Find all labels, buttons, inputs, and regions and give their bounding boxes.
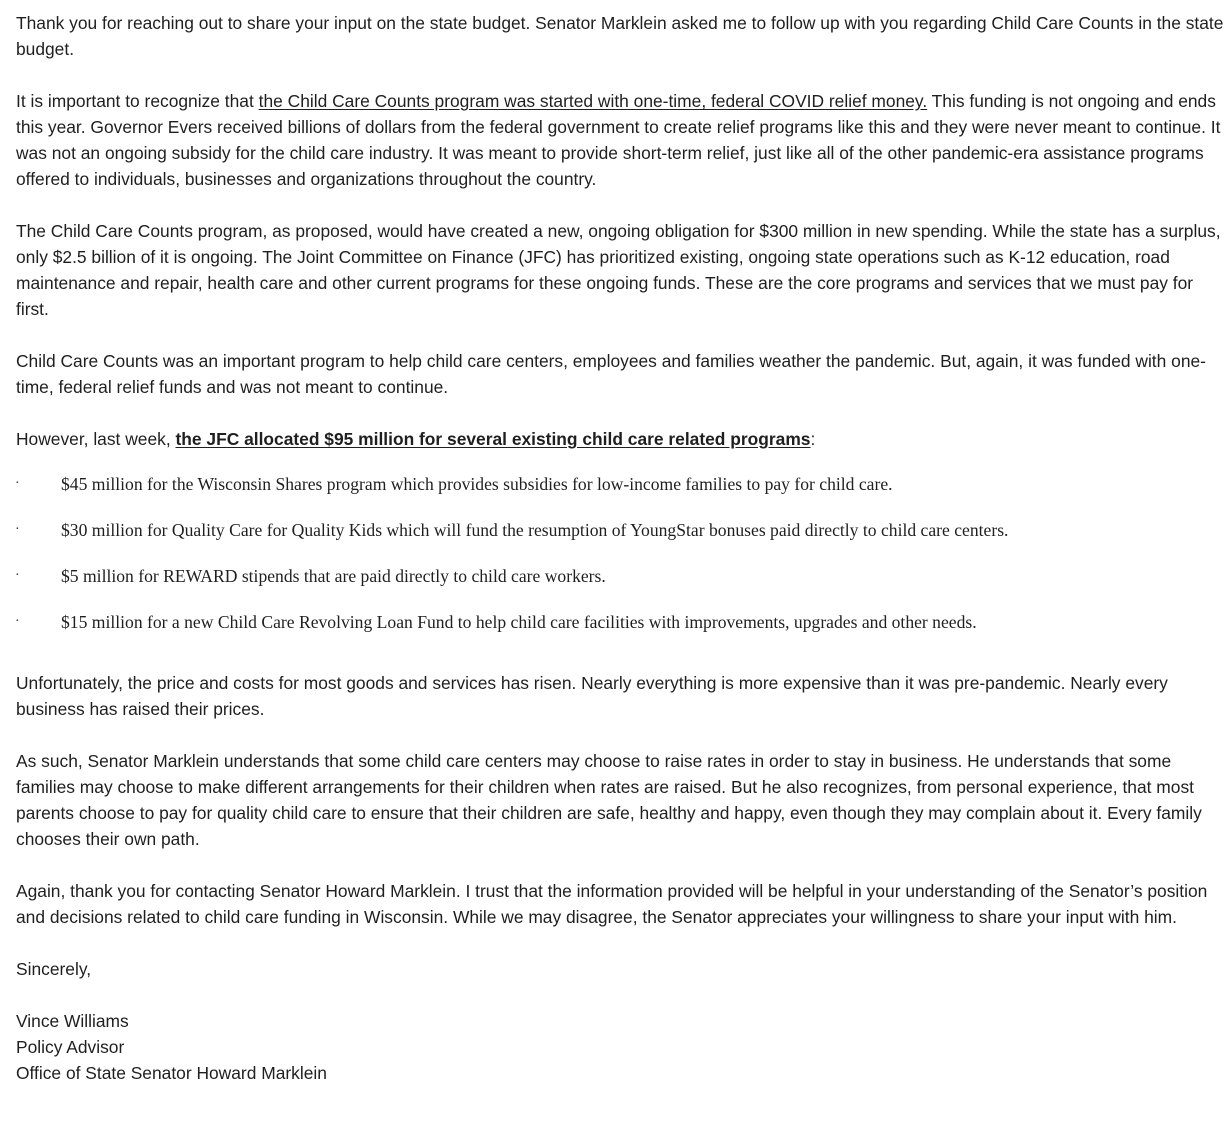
signature-title: Policy Advisor	[16, 1037, 125, 1057]
paragraph-text: It is important to recognize that	[16, 91, 259, 111]
list-item	[16, 564, 1226, 588]
jfc-allocation-link[interactable]: the JFC allocated $95 million for several existing child care related programs	[175, 429, 811, 449]
paragraph-program-summary: Child Care Counts was an important program to help child care centers, employees and families weather the pandemic. But, again, it was funded with one-time, federal relief funds and was not meant to continue.	[16, 351, 1206, 397]
email-body	[16, 10, 1226, 1086]
list-item	[16, 610, 1226, 634]
list-item-text: $15 million for a new Child Care Revolving Loan Fund to help child care facilities with improvements, upgrades and other needs.	[61, 612, 977, 632]
paragraph-greeting: Thank you for reaching out to share your input on the state budget. Senator Marklein asked me to follow up with you regarding Child Care Counts in the state budget.	[16, 13, 1224, 59]
signature-block	[16, 1008, 1226, 1086]
paragraph-relief-money	[16, 88, 1226, 192]
list-item	[16, 518, 1226, 542]
program-list	[16, 472, 1226, 634]
signature-office: Office of State Senator Howard Marklein	[16, 1063, 327, 1083]
bullet-icon: ·	[15, 568, 20, 583]
signature-name: Vince Williams	[16, 1011, 129, 1031]
list-item-text: $45 million for the Wisconsin Shares program which provides subsidies for low-income families to pay for child care.	[61, 474, 893, 494]
paragraph-text: This funding is not ongoing and ends this year. Governor Evers received billions of dollars from the federal government to create relief programs like this and they were never meant to continue. It was not an ongoing subsidy for the child care industry. It was meant to provide short-term relief, just like all of the other pandemic-era assistance programs offered to individuals, businesses and organizations throughout the country.	[16, 91, 1221, 189]
paragraph-rising-costs: Unfortunately, the price and costs for most goods and services has risen. Nearly everything is more expensive than it was pre-pandemic. Nearly every business has raised their prices.	[16, 673, 1168, 719]
paragraph-senator-understands: As such, Senator Marklein understands that some child care centers may choose to raise rates in order to stay in business. He understands that some families may choose to make different arrangements for their children when rates are raised. But he also recognizes, from personal experience, that most parents choose to pay for quality child care to ensure that their children are safe, healthy and happy, even though they may complain about it. Every family chooses their own path.	[16, 751, 1202, 849]
bullet-icon: ·	[15, 614, 20, 629]
relief-money-link[interactable]: the Child Care Counts program was started with one-time, federal COVID relief money.	[258, 91, 928, 111]
paragraph-text: However, last week,	[16, 429, 176, 449]
paragraph-ongoing-obligation: The Child Care Counts program, as proposed, would have created a new, ongoing obligation for $300 million in new spending. While the state has a surplus, only $2.5 billion of it is ongoing. The Joint Committee on Finance (JFC) has prioritized existing, ongoing state operations such as K-12 education, road maintenance and repair, health care and other current programs for these ongoing funds. These are the core programs and services that we must pay for first.	[16, 221, 1221, 319]
bullet-icon: ·	[15, 476, 20, 491]
list-item	[16, 472, 1226, 496]
paragraph-text: :	[810, 429, 816, 449]
bullet-icon: ·	[15, 522, 20, 537]
list-item-text: $5 million for REWARD stipends that are paid directly to child care workers.	[61, 566, 606, 586]
paragraph-thank-you: Again, thank you for contacting Senator Howard Marklein. I trust that the information provided will be helpful in your understanding of the Senator’s position and decisions related to child care funding in Wisconsin. While we may disagree, the Senator appreciates your willingness to share your input with him.	[16, 881, 1208, 927]
closing: Sincerely,	[16, 959, 92, 979]
paragraph-jfc-allocation	[16, 426, 1226, 452]
list-item-text: $30 million for Quality Care for Quality Kids which will fund the resumption of YoungStar bonuses paid directly to child care centers.	[61, 520, 1009, 540]
